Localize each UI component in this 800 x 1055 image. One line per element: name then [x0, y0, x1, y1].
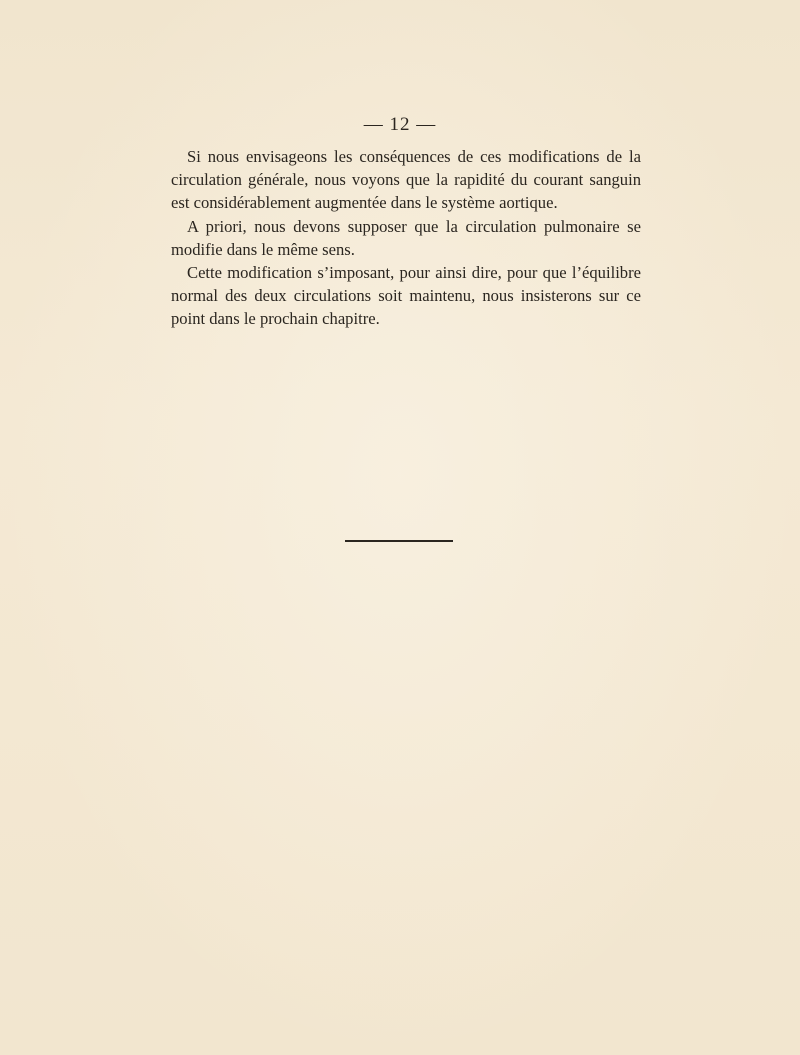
- body-text: [171, 145, 641, 331]
- paragraph-2: A priori, nous devons supposer que la circulation pulmonaire se modifie dans le même sens.: [171, 216, 641, 259]
- paragraph-1: Si nous envisageons les conséquences de ces modifications de la circulation générale, nous voyons que la rapidité du courant sanguin est considérablement augmentée dans le système aortique.: [171, 147, 641, 213]
- paragraph-3: Cette modification s’imposant, pour ainsi dire, pour que l’équilibre normal des deux circulations soit maintenu, nous insisterons sur ce point dans le prochain chapitre.: [171, 263, 641, 329]
- section-divider: [345, 540, 453, 542]
- page-number: — 12 —: [363, 114, 437, 135]
